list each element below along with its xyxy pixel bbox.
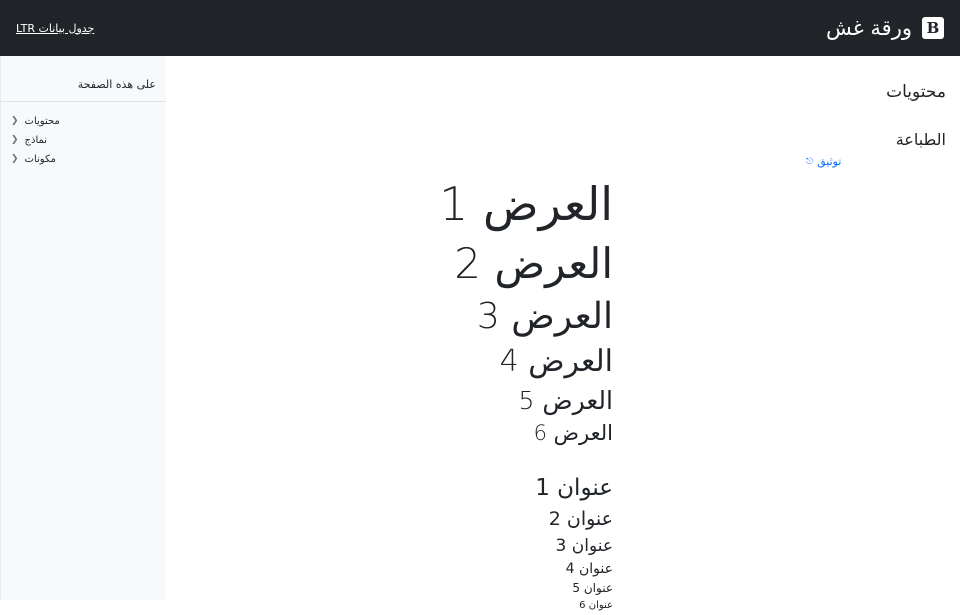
display-heading-3: العرض 3 xyxy=(476,296,613,337)
documentation-link[interactable] xyxy=(806,155,950,168)
page-body xyxy=(0,56,960,612)
top-navbar xyxy=(0,0,960,56)
heading-4: عنوان 4 xyxy=(565,560,613,577)
bootstrap-logo-icon: B xyxy=(922,17,944,39)
sidebar-item-contents[interactable] xyxy=(1,112,166,131)
ltr-cheatsheet-link[interactable]: جدول بيانات LTR xyxy=(16,21,95,35)
navbar-actions xyxy=(16,22,94,35)
contents-title: محتويات xyxy=(886,82,946,102)
on-this-page-heading xyxy=(1,56,166,102)
heading-1: عنوان 1 xyxy=(535,475,613,501)
external-link-icon: ⎋ xyxy=(806,156,814,167)
on-this-page-sidebar xyxy=(0,56,166,600)
sidebar-item-components[interactable] xyxy=(1,150,166,169)
on-this-page-heading-label: على هذه الصفحة xyxy=(77,78,156,91)
display-heading-1: العرض 1 xyxy=(439,177,613,231)
contents-panel xyxy=(800,56,960,600)
chevron-right-icon: ❯ xyxy=(11,154,19,164)
sidebar-item-components-label: مكونات xyxy=(24,154,56,165)
documentation-link-label: توثيق xyxy=(817,155,842,168)
display-heading-2: العرض 2 xyxy=(454,238,613,288)
display-heading-6: العرض 6 xyxy=(533,420,613,445)
display-heading-4: العرض 4 xyxy=(499,344,613,379)
heading-5: عنوان 5 xyxy=(572,580,613,595)
chevron-right-icon: ❯ xyxy=(11,135,19,145)
heading-2: عنوان 2 xyxy=(548,507,613,530)
contents-section-typography[interactable]: الطباعة xyxy=(895,130,946,149)
sidebar-item-forms-label: نماذج xyxy=(24,135,48,146)
sidebar-item-contents-label: محتويات xyxy=(24,116,60,127)
typography-samples xyxy=(353,176,613,615)
brand[interactable] xyxy=(826,16,944,40)
chevron-right-icon: ❯ xyxy=(11,116,19,126)
main-content xyxy=(166,56,800,612)
sidebar-list xyxy=(1,102,166,169)
brand-title: ورقة غش xyxy=(825,16,912,40)
heading-3: عنوان 3 xyxy=(555,535,613,556)
heading-6: عنوان 6 xyxy=(579,600,613,612)
sidebar-item-forms[interactable] xyxy=(1,131,166,150)
display-heading-5: العرض 5 xyxy=(518,385,613,415)
